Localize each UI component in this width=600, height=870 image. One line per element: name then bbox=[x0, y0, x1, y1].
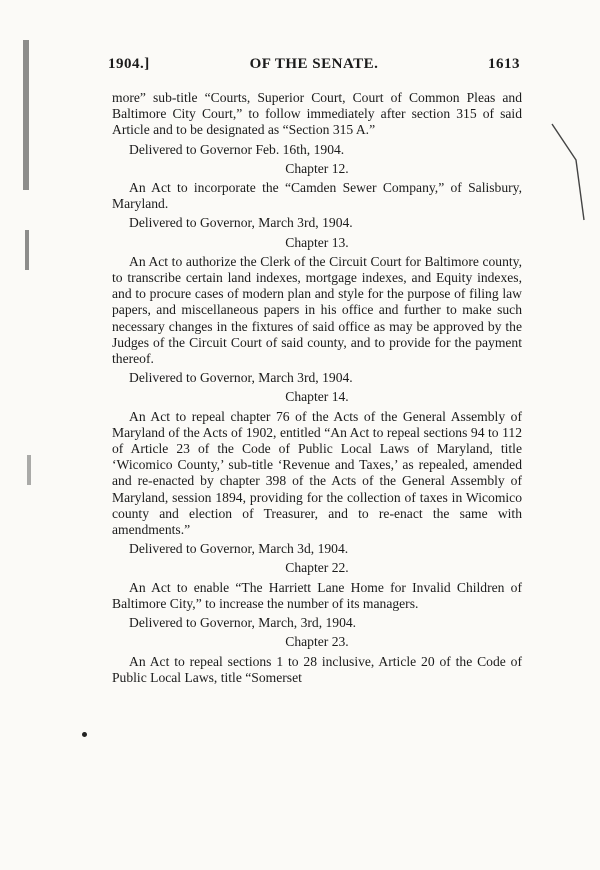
act-paragraph: An Act to repeal chapter 76 of the Acts of the General Assembly of Maryland of the Acts of 1902, entitled “An Act to repeal sections 94 to 112 of Article 23 of the Code of Public Local Laws of Maryland, title ‘Wicomico County,’ sub-title ‘Revenue and Taxes,’ as repealed, amended and re-enacted by chapter 398 of the Acts of the General Assembly of Maryland, session 1894, providing for the collection of taxes in Wicomico county and election of Treasurer, and to re-enact the same with amendments.” bbox=[112, 408, 522, 538]
chapter-heading: Chapter 23. bbox=[285, 634, 349, 650]
delivery-note: Delivered to Governor, March, 3rd, 1904. bbox=[129, 615, 357, 631]
chapter-heading: Chapter 12. bbox=[285, 160, 349, 176]
act-paragraph: An Act to enable “The Harriett Lane Home for Invalid Children of Baltimore City,” to increase the number of its managers. bbox=[112, 579, 522, 611]
delivery-note: Delivered to Governor, March 3d, 1904. bbox=[129, 541, 349, 557]
delivery-note: Delivered to Governor Feb. 16th, 1904. bbox=[129, 141, 345, 157]
delivery-note: Delivered to Governor, March 3rd, 1904. bbox=[129, 370, 353, 386]
act-paragraph: An Act to repeal sections 1 to 28 inclusive, Article 20 of the Code of Public Local Laws, title “Somerset bbox=[112, 653, 522, 685]
act-paragraph: An Act to authorize the Clerk of the Circuit Court for Baltimore county, to transcribe certain land indexes, mortgage indexes, and Equity indexes, and to procure cases of modern plan and style for the purpose of filing law papers, and miscellaneous papers in his office and further to make such necessary changes in the fixtures of said office as may be approved by the Judges of the Circuit Court of said county, and to provide for the payment thereof. bbox=[112, 253, 522, 367]
ink-dot bbox=[82, 732, 87, 737]
scan-edge-mark bbox=[27, 455, 31, 485]
header-title: OF THE SENATE. bbox=[249, 56, 379, 72]
scan-edge-mark bbox=[23, 40, 29, 190]
delivery-note: Delivered to Governor, March 3rd, 1904. bbox=[129, 215, 353, 231]
running-header bbox=[108, 56, 520, 78]
act-paragraph: more” sub-title “Courts, Superior Court, Court of Common Pleas and Baltimore City Court,” to follow immediately after section 315 of said Article and to be designated as “Section 315 A.” bbox=[112, 90, 522, 138]
pencil-mark bbox=[548, 120, 588, 230]
scan-edge-mark bbox=[25, 230, 29, 270]
chapter-heading: Chapter 13. bbox=[285, 234, 349, 250]
chapter-heading: Chapter 22. bbox=[285, 560, 349, 576]
page-number: 1613 bbox=[488, 56, 520, 72]
header-year: 1904.] bbox=[108, 56, 150, 72]
chapter-heading: Chapter 14. bbox=[285, 389, 349, 405]
act-paragraph: An Act to incorporate the “Camden Sewer Company,” of Salisbury, Maryland. bbox=[112, 180, 522, 212]
page-body bbox=[112, 90, 522, 686]
